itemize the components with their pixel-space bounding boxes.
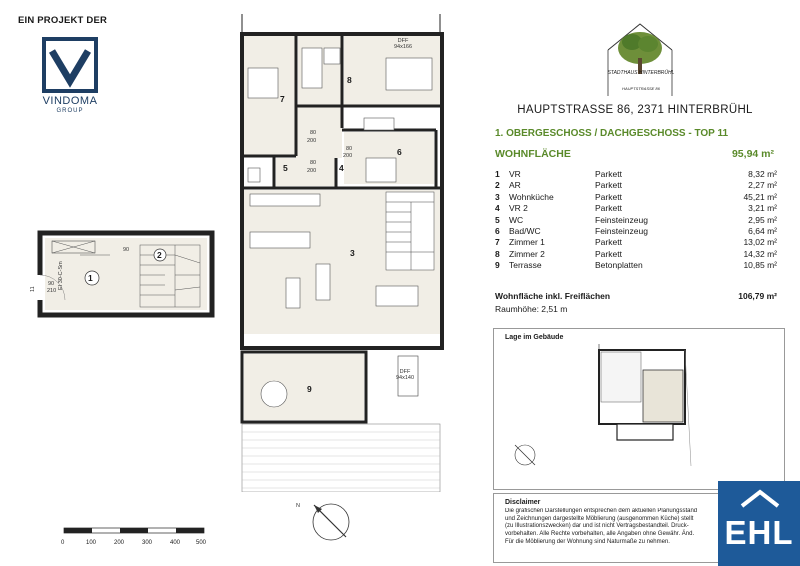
room-name: WC [509,214,524,225]
room-floor: Parkett [595,191,622,202]
table-row [495,249,777,260]
disclaimer-line: vorbehalten. Alle Rechte vorbehalten, alle Angaben ohne Gewähr. Änd. [505,531,695,538]
room-floor: Feinsteinzeug [595,226,648,237]
door-label-wc-top: 80 [310,160,317,166]
address: HAUPTSTRASSE 86, 2371 HINTERBRÜHL [517,104,753,116]
room-area: 3,21 m² [748,203,777,214]
room-name: Terrasse [509,260,542,271]
wohnflaeche-label: WOHNFLÄCHE [495,148,571,160]
room-name: Zimmer 1 [509,237,545,248]
north-label: N [296,503,300,509]
table-row [495,260,777,271]
room-name: VR [509,169,521,179]
room-nr: 8 [495,248,500,259]
stadthaus-logo-sub: HAUPTSTRASSE 86 [622,86,660,91]
table-row [495,203,777,214]
room-area: 2,27 m² [748,180,777,191]
room-nr: 1 [495,169,500,179]
door-label-zimmer1-bottom: 200 [307,138,317,144]
vindoma-logo [30,37,110,97]
room-table [495,169,777,272]
room-area: 13,02 m² [743,237,777,248]
table-row [495,169,777,180]
disclaimer-line: Die grafischen Darstellungen entsprechen dem aktuellen Planungsstand [505,508,698,514]
room-area: 6,64 m² [748,226,777,237]
total-value: 106,79 m² [738,291,777,301]
brand-name: VINDOMA [42,95,98,107]
room-nr: 2 [495,180,500,191]
room-area: 2,95 m² [748,214,777,225]
room-nr: 4 [495,203,500,214]
stair-detail-plan [0,225,235,325]
room-height: Raumhöhe: 2,51 m [495,304,568,314]
stair-tag: EI 30-C-Sm [58,261,64,290]
room-nr: 7 [495,237,500,248]
room-area: 10,85 m² [743,260,777,271]
room-nr: 9 [495,260,500,271]
stadthaus-logo-text: STADTHAUS HINTERBRÜHL [607,70,675,76]
room-floor: Parkett [595,237,622,248]
room-number-6: 6 [397,147,402,157]
project-label: EIN PROJEKT DER [18,15,108,26]
scale-300: 300 [142,540,153,546]
disclaimer-title: Disclaimer [505,499,541,506]
door-label-vr-top: 90 [48,281,55,287]
table-row [495,226,777,237]
ehl-logo-text: EHL [724,514,794,551]
north-arrow-icon [306,497,356,547]
scale-100: 100 [86,540,97,546]
room-number-7: 7 [280,94,285,104]
wohnflaeche-value: 95,94 m² [731,148,774,160]
room-number-1: 1 [88,273,93,283]
room-name: AR [509,180,521,191]
room-name: Bad/WC [509,226,541,237]
room-floor: Parkett [595,248,622,259]
door-label-vr-bottom: 210 [47,288,57,294]
disclaimer-line: (zu Illustrationszwecken) dar und ist nicht Vertragsbestandteil. Druck- [505,523,689,530]
floor-title: 1. OBERGESCHOSS / DACHGESCHOSS - TOP 11 [495,128,729,139]
room-floor: Parkett [595,203,622,214]
stair-number: 11 [30,286,36,292]
room-number-3: 3 [350,248,355,258]
room-floor: Feinsteinzeug [595,214,648,225]
main-floor-plan [236,8,448,492]
scale-200: 200 [114,540,125,546]
room-area: 14,32 m² [743,248,777,259]
total-label: Wohnfläche inkl. Freiflächen [495,291,611,301]
room-floor: Betonplatten [595,260,643,271]
room-name: VR 2 [509,203,528,214]
door-label-bad-top: 80 [346,146,353,152]
room-number-5: 5 [283,163,288,173]
disclaimer-text [505,508,740,547]
table-row [495,237,777,248]
room-number-4: 4 [339,163,344,173]
scale-0: 0 [61,540,65,546]
lage-mini-plan [595,340,695,472]
scale-400: 400 [170,540,181,546]
door-label-ar-top: 90 [123,247,130,253]
door-label-bad-bottom: 200 [343,153,353,159]
disclaimer-line: Für die Möblierung der Wohnung sind Naturmaße zu nehmen. [505,538,670,545]
room-number-8: 8 [347,75,352,85]
scale-500: 500 [196,540,207,546]
room-nr: 3 [495,191,500,202]
scale-bar [62,526,212,538]
room-name: Wohnküche [509,191,554,202]
room-number-9: 9 [307,384,312,394]
lage-title: Lage im Gebäude [505,334,564,341]
door-label-wc-bottom: 200 [307,168,317,174]
table-row [495,192,777,203]
room-name: Zimmer 2 [509,248,545,259]
room-area: 45,21 m² [743,191,777,202]
disclaimer-line: und Zeichnungen dargestellte Möblierung (ausgenommen Küche) stellt [505,515,694,522]
room-floor: Parkett [595,169,622,179]
skylight-bottom-label: DFF 94x140 [396,369,415,381]
table-row [495,180,777,191]
table-row [495,215,777,226]
room-nr: 6 [495,226,500,237]
room-number-2: 2 [157,250,162,260]
brand-sub: GROUP [56,108,84,114]
skylight-top-label: DFF 94x166 [394,38,413,50]
room-area: 8,32 m² [748,169,777,179]
ehl-roof-icon [740,488,780,508]
room-nr: 5 [495,214,500,225]
room-floor: Parkett [595,180,622,191]
door-label-zimmer1-top: 80 [310,130,317,136]
lage-north-icon [510,440,540,470]
